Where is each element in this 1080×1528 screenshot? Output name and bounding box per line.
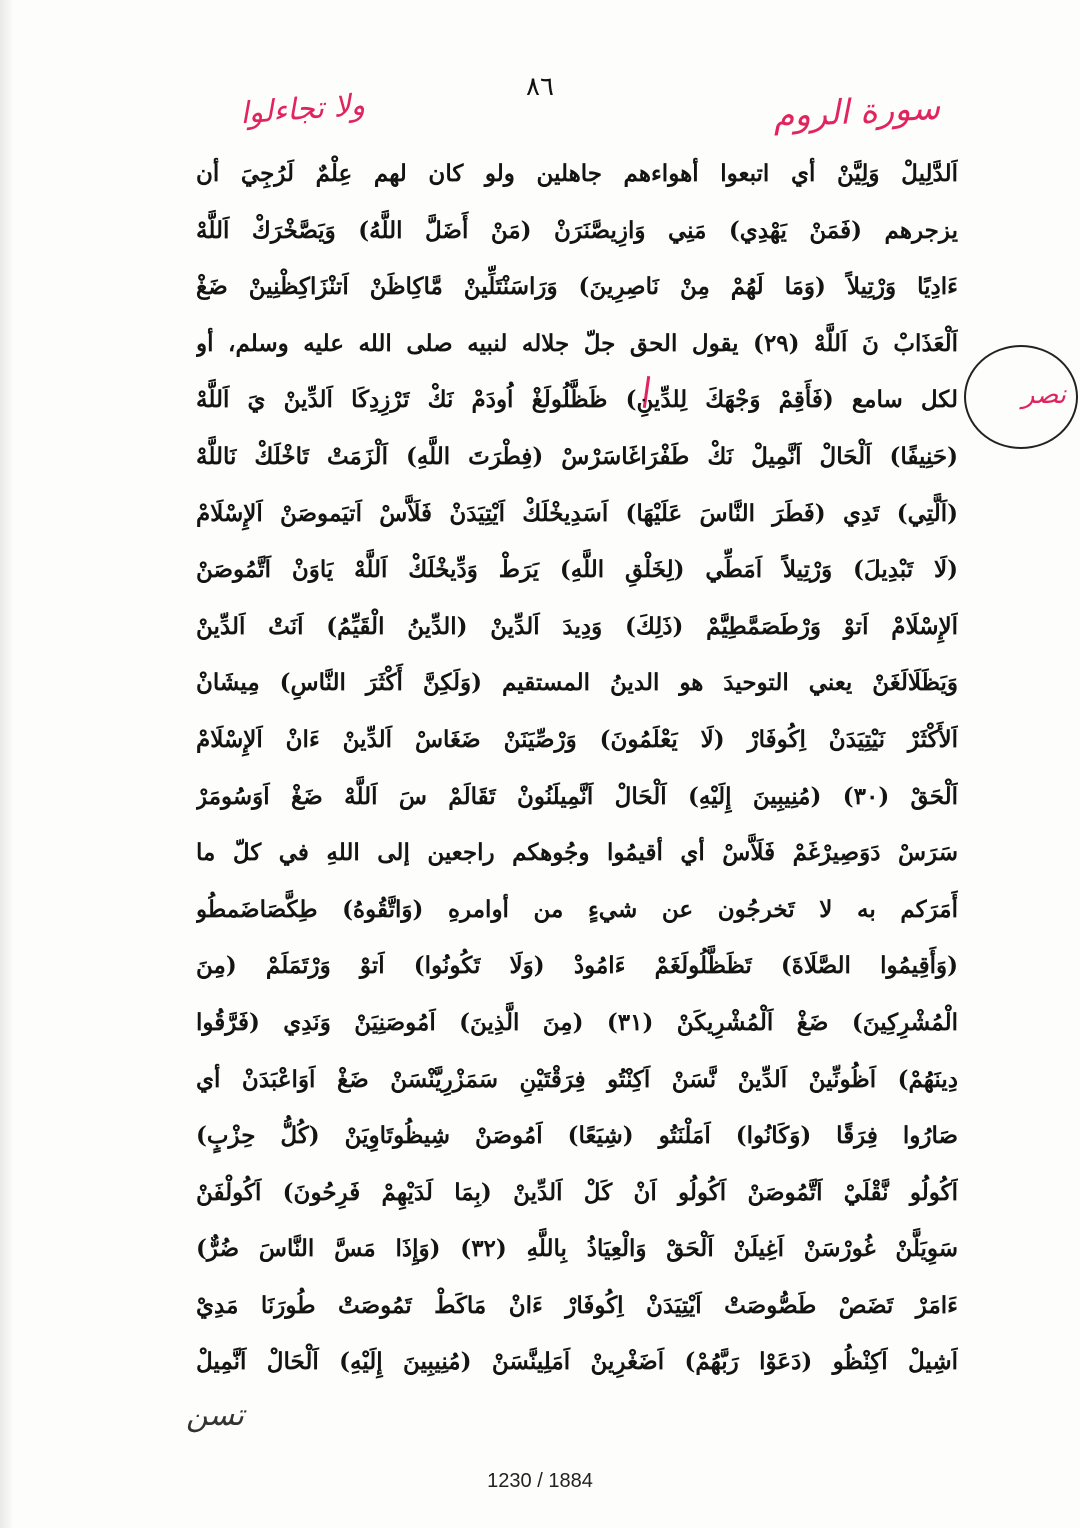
text-line: سَوِيَلَّنْ غُورْسَنْ اَغِيلَنْ اَلْحَقْ وَالْعِيَاذُ بِاللَّهِ (٣٢) (وَإِذَا مَسَّ النَّاسَ ضُرٌّ)	[196, 1235, 958, 1263]
margin-handwritten-note: نصر	[1021, 380, 1066, 410]
text-line: الْمُشْرِكِينَ) ضَغْ اَلْمُشْرِيكَنْ (٣١) (مِنَ الَّذِينَ) اَمُوصَنِيَنْ وَنَدِي (فَرَّقُوا	[196, 1008, 958, 1036]
text-line: (لَا تَبْدِيلَ) وَرْتِيلاً اَمَطِّي (لِخَلْقِ اللَّهِ) يَرَطْ وَدِّيخْلَكْ اَللَّهْ يَاوَنْ اَتَّمُوصَنْ	[196, 556, 958, 584]
text-line: اَلْعَذَابْ نَ اَللَّهْ (٢٩) يقول الحق جلّ جلاله لنبيه صلى الله عليه وسلم، أو	[196, 329, 958, 357]
page-number: ٨٦	[526, 72, 554, 102]
text-line: ءَامَرْ تَضَصْ طَصُّوصَتْ اَيْتِيَدَنْ اِكُوفَارْ ءَانْ مَاكَطْ تَمُوصَتْ طُورَنَا مَدِيْ	[196, 1291, 958, 1319]
text-line: اَلدَّلِيلْ وَلِيَّنْ أي اتبعوا أهواءهم جاهلين ولو كان لهم عِلْمٌ لَرُجِيَ أن	[196, 160, 958, 187]
text-line: اَكُولُو نَّقْلَيْ اَتَّمُوصَنْ اَكُولُو اَنْ كَلْ اَلدِّينْ (بِمَا لَدَيْهِمْ فَرِحُونَ) اَكُولْفَنْ	[196, 1178, 958, 1206]
text-line: دِينَهُمْ) اَظُونِّينْ اَلدِّينْ نَّسَنْ اَكِنْتُو فِرَقْتَيْنِ سَمَزْرِيَّنْسَنْ ضَغْ اَوَاعْبَدَنْ أي	[196, 1065, 958, 1093]
text-line: سَرَسْ دَوَصِيرْغَمْ فَلَاَّسْ أي أقيمُوا وجُوهكم راجعين إلى اللهِ في كلّ ما	[196, 839, 958, 867]
text-line: (وَأَقِيمُوا الصَّلَاةَ) تَظَظَّلُولَغَمْ ءَامُودْ (وَلَا تَكُونُوا) اَتوْ وَرْتَمَلَمْ (مِنَ	[196, 952, 958, 980]
text-line: اَلْحَقْ (٣٠) (مُنِيبِينَ إِلَيْهِ) اَلْحَالْ اَنَّمِيلَنُونْ تَقَالَمْ سَ اَللَّهْ ضَغْ اَوَسُومَرْ	[196, 782, 958, 810]
text-line: أَمَرَكم به لا تَخرجُون عن شيءٍ من أوامرهِ (وَاتَّقُوهُ) طِكَّصَاضَمطُو	[196, 895, 958, 923]
text-line: (حَنِيفًا) اَلْحَالْ اَنَّمِيلْ نَكْ طَفْرَاغَاسَرْسْ (فِطْرَتَ اللَّهِ) اَلْزَمَتْ تَاخْلَكْ نَاللَّهْ	[196, 442, 958, 470]
text-line: وَيَظَلَالَغَنْ يعني التوحيدَ هو الدينُ المستقيم (وَلَكِنَّ أَكْثَرَ النَّاسِ) مِيشَانْ	[196, 669, 958, 697]
top-left-handwritten-note: ولا تجاءلوا	[238, 87, 367, 132]
text-line: (اَلَّتِي) تَدِي (فَطَرَ النَّاسَ عَلَيْهَا) اَسَدِيخْلَكْ اَيْتِيَدَنْ فَلَاَّسْ اَتيَموصَنْ اَلإِسْلَامْ	[196, 499, 958, 527]
text-line: ءَادِيًا وَرْتِيلاً (وَمَا لَهُمْ مِنْ نَاصِرِينَ) وَرَاسَنْتَلِّينْ مَّاكِاظَنْ اَتنْزَاكِظْنِينْ ضَغْ	[196, 273, 958, 301]
text-line: يزجرهم (فَمَنْ يَهْدِي) مَنِي وَازِيصَّنَرَنْ (مَنْ أَضَلَّ اللَّهُ) وَيَصَّخْرَكْ اَللَّهْ	[196, 216, 958, 244]
text-line: اَلإِسْلَامْ اَتوْ وَرْطَصَمَّطِيَّمْ (ذَلِكَ) وَدِيدَ اَلدِّينْ (الدِّينُ الْقَيِّمُ) اَنَتْ اَلدِّينْ	[196, 612, 958, 640]
text-line: اَلأَكْثَرْ نَيْتِيَدَنْ اِكُوفَارْ (لَا يَعْلَمُونَ) وَرْصِّيَنَنْ ضَغَاسْ اَلدِّينْ ءَانْ اَلإِسْلَامْ	[196, 725, 958, 753]
text-line: صَارُوا فِرَقًا (وَكَانُوا) اَمَلْنَتُو (شِيَعًا) اَمُوصَنْ شِيظُوتَاوِيَنْ (كُلُّ حِزْبٍ)	[196, 1122, 958, 1150]
bottom-handwritten-note: تسن	[186, 1398, 244, 1433]
page-counter: 1230 / 1884	[487, 1470, 593, 1492]
text-line: اَشِيلْ اَكِنْظُو (دَعَوْا رَبَّهُمْ) اَضَغْرِينْ اَمَلِينَّسَنْ (مُنِيبِينَ إِلَيْهِ) اَلْحَالْ اَنَّمِيلْ	[196, 1348, 958, 1376]
body-text	[196, 146, 958, 1391]
page-edge-shadow	[0, 0, 14, 1528]
surah-handwritten-note: سورة الروم	[771, 87, 941, 137]
text-line: لكل سامع (فَأَقِمْ وَجْهَكَ لِلدِّينِ) ظَظَّلُولَغْ اُودَمْ نَكْ تَرْزِدِكَا اَلدِّينْ يَ اَللَّهْ	[196, 386, 958, 414]
